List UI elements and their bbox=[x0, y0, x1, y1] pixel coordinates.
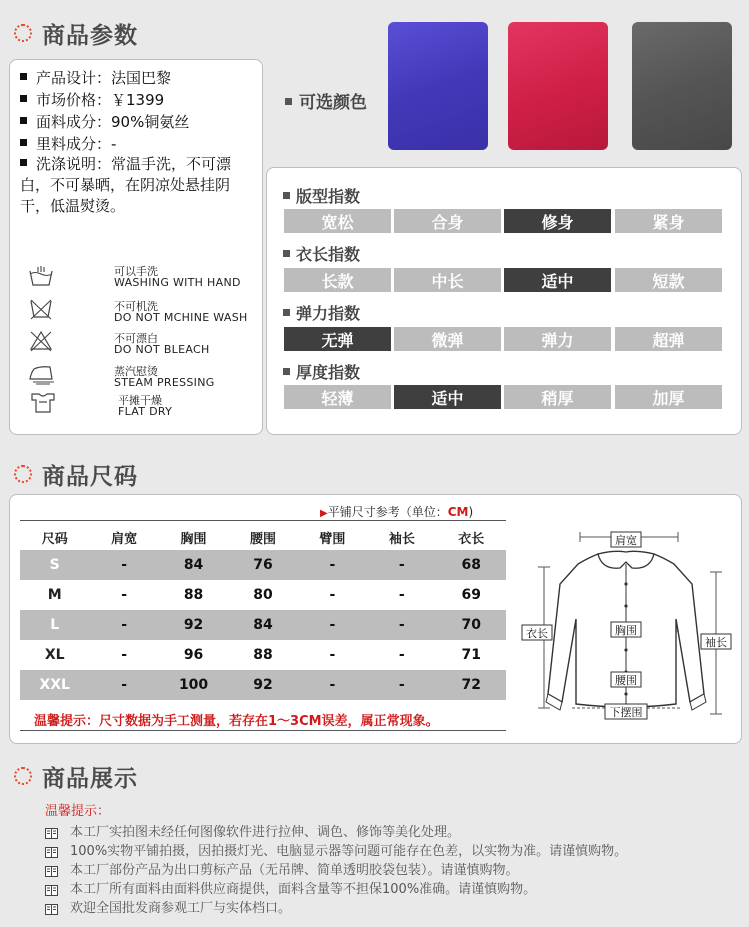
index-option: 短款 bbox=[615, 268, 722, 292]
table-row bbox=[20, 610, 506, 640]
index-title: 弹力指数 bbox=[283, 301, 360, 324]
index-option: 宽松 bbox=[284, 209, 391, 233]
caret-icon: ▶ bbox=[320, 508, 328, 519]
size-table bbox=[20, 524, 506, 700]
book-icon bbox=[45, 824, 58, 835]
size-header-cell: 肩宽 bbox=[111, 531, 138, 547]
notice-item: 本工厂所有面料由面料供应商提供，面料含量等不担保100%准确。请谨慎购物。 bbox=[70, 882, 537, 897]
index-option: 加厚 bbox=[615, 385, 722, 409]
size-header-cell: 衣长 bbox=[458, 531, 485, 547]
section-title-display: 商品展示 bbox=[14, 760, 138, 792]
table-row bbox=[20, 550, 506, 580]
size-value-cell: - bbox=[298, 610, 367, 640]
size-value-cell: 88 bbox=[183, 587, 204, 603]
bullet-square bbox=[283, 250, 290, 257]
notice-item: 本工厂部份产品为出口剪标产品（无吊牌、简单透明胶袋包装）。请谨慎购物。 bbox=[70, 863, 519, 878]
size-header-cell: 尺码 bbox=[41, 531, 68, 547]
garment-diagram bbox=[518, 524, 734, 720]
index-option: 弹力 bbox=[504, 327, 611, 351]
size-caption: ▶平铺尺寸参考（单位：CM) bbox=[320, 505, 474, 519]
size-code-cell: S bbox=[20, 550, 89, 580]
size-value-cell: 72 bbox=[437, 670, 506, 700]
no-bleach-icon bbox=[28, 330, 54, 352]
table-row bbox=[20, 580, 506, 610]
param-design: 产品设计：法国巴黎 bbox=[20, 68, 171, 89]
index-option: 紧身 bbox=[615, 209, 722, 233]
table-bottom-rule bbox=[20, 730, 506, 731]
size-code-cell: XXL bbox=[20, 670, 89, 700]
size-value-cell: 84 bbox=[159, 550, 228, 580]
size-value-cell: - bbox=[121, 647, 128, 663]
blue-swatch[interactable] bbox=[388, 22, 488, 150]
ring-icon bbox=[14, 767, 32, 785]
size-value-cell: - bbox=[367, 670, 436, 700]
size-value-cell: 92 bbox=[159, 610, 228, 640]
size-value-cell: 70 bbox=[437, 610, 506, 640]
index-option: 长款 bbox=[284, 268, 391, 292]
table-top-rule bbox=[20, 520, 506, 521]
notice-item: 本工厂实拍图未经任何图像软件进行拉伸、调色、修饰等美化处理。 bbox=[70, 825, 461, 840]
size-value-cell: 96 bbox=[183, 647, 204, 663]
index-title: 版型指数 bbox=[283, 184, 360, 207]
size-code-cell: XL bbox=[44, 647, 65, 663]
index-option: 轻薄 bbox=[284, 385, 391, 409]
params-card: 产品设计：法国巴黎 市场价格：￥1399 面料成分：90%铜氨丝 里料成分：- 洗涤说明：常温手洗，不可漂白，不可暴晒，在阴凉处悬挂阴干，低温熨烫。 可以手洗 WASHING WITH HAND 不可机洗 DO NOT MCHINE WASH 不可漂白 DO NOT BLEACH 蒸汽慰烫 STEAM PRESSING 平摊干燥 FLAT DRY bbox=[9, 59, 263, 435]
ring-icon bbox=[14, 24, 32, 42]
book-icon bbox=[45, 900, 58, 911]
waist-label: 腰围 bbox=[615, 674, 637, 687]
index-option: 微弹 bbox=[394, 327, 501, 351]
index-option: 无弹 bbox=[284, 327, 391, 351]
size-code-cell: M bbox=[47, 587, 62, 603]
param-price: 市场价格：￥1399 bbox=[20, 90, 164, 111]
indices-card bbox=[266, 167, 742, 435]
book-icon bbox=[45, 843, 58, 854]
color-options-label: 可选颜色 bbox=[285, 88, 367, 113]
flat-dry-icon bbox=[28, 392, 58, 414]
chest-label: 胸围 bbox=[615, 624, 637, 637]
shoulder-label: 肩宽 bbox=[615, 534, 637, 547]
param-fabric: 面料成分：90%铜氨丝 bbox=[20, 112, 189, 133]
size-value-cell: 84 bbox=[228, 610, 297, 640]
size-value-cell: - bbox=[298, 550, 367, 580]
size-header-cell: 腰围 bbox=[249, 531, 276, 547]
bullet-square bbox=[283, 309, 290, 316]
size-header-cell: 胸围 bbox=[180, 531, 207, 547]
index-option: 超弹 bbox=[615, 327, 722, 351]
table-row bbox=[20, 670, 506, 700]
size-value-cell: - bbox=[398, 647, 405, 663]
index-option: 修身 bbox=[504, 209, 611, 233]
size-value-cell: 71 bbox=[461, 647, 481, 663]
size-header-cell: 臂围 bbox=[319, 531, 346, 547]
size-value-cell: 88 bbox=[253, 647, 273, 663]
no-machine-wash-icon bbox=[28, 298, 54, 320]
size-value-cell: - bbox=[298, 670, 367, 700]
size-value-cell: - bbox=[367, 610, 436, 640]
bullet-square bbox=[283, 192, 290, 199]
index-option: 适中 bbox=[504, 268, 611, 292]
size-value-cell: - bbox=[89, 610, 158, 640]
hem-label: 下摆围 bbox=[609, 706, 643, 719]
size-value-cell: - bbox=[367, 550, 436, 580]
index-option: 中长 bbox=[394, 268, 501, 292]
size-value-cell: 100 bbox=[159, 670, 228, 700]
index-option: 适中 bbox=[394, 385, 501, 409]
table-row bbox=[20, 640, 506, 670]
size-value-cell: 69 bbox=[461, 587, 481, 603]
length-label: 衣长 bbox=[526, 627, 548, 640]
steam-iron-icon bbox=[28, 363, 58, 385]
size-value-cell: 92 bbox=[228, 670, 297, 700]
ring-icon bbox=[14, 465, 32, 483]
sleeve-label: 袖长 bbox=[705, 636, 727, 649]
section-title-size: 商品尺码 bbox=[14, 458, 138, 490]
size-header-cell: 袖长 bbox=[388, 531, 415, 547]
book-icon bbox=[45, 862, 58, 873]
param-lining: 里料成分：- bbox=[20, 134, 116, 155]
size-value-cell: - bbox=[121, 587, 128, 603]
notice-item: 100%实物平铺拍摄，因拍摄灯光、电脑显示器等问题可能存在色差，以实物为准。请谨慎购物。 bbox=[70, 844, 628, 859]
section-title-params: 商品参数 bbox=[14, 17, 138, 49]
index-option: 合身 bbox=[394, 209, 501, 233]
size-value-cell: - bbox=[89, 550, 158, 580]
size-note: 温馨提示：尺寸数据为手工测量，若存在1～3CM误差，属正常现象。 bbox=[34, 714, 439, 729]
size-code-cell: L bbox=[20, 610, 89, 640]
param-washing: 洗涤说明：常温手洗，不可漂白，不可暴晒，在阴凉处悬挂阴干，低温熨烫。 bbox=[20, 155, 232, 215]
index-title: 衣长指数 bbox=[283, 242, 360, 265]
size-value-cell: - bbox=[329, 587, 336, 603]
red-swatch[interactable] bbox=[508, 22, 608, 150]
bullet-square bbox=[283, 368, 290, 375]
size-value-cell: - bbox=[398, 587, 405, 603]
size-table-header bbox=[20, 524, 506, 550]
notice-item: 欢迎全国批发商参观工厂与实体档口。 bbox=[70, 901, 292, 916]
tip-title: 温馨提示： bbox=[45, 804, 111, 819]
index-title: 厚度指数 bbox=[283, 360, 360, 383]
size-value-cell: - bbox=[89, 670, 158, 700]
index-option: 稍厚 bbox=[504, 385, 611, 409]
size-value-cell: 76 bbox=[228, 550, 297, 580]
book-icon bbox=[45, 881, 58, 892]
hand-wash-icon bbox=[28, 266, 54, 288]
gray-swatch[interactable] bbox=[632, 22, 732, 150]
size-value-cell: - bbox=[329, 647, 336, 663]
size-value-cell: 68 bbox=[437, 550, 506, 580]
size-value-cell: 80 bbox=[253, 587, 273, 603]
